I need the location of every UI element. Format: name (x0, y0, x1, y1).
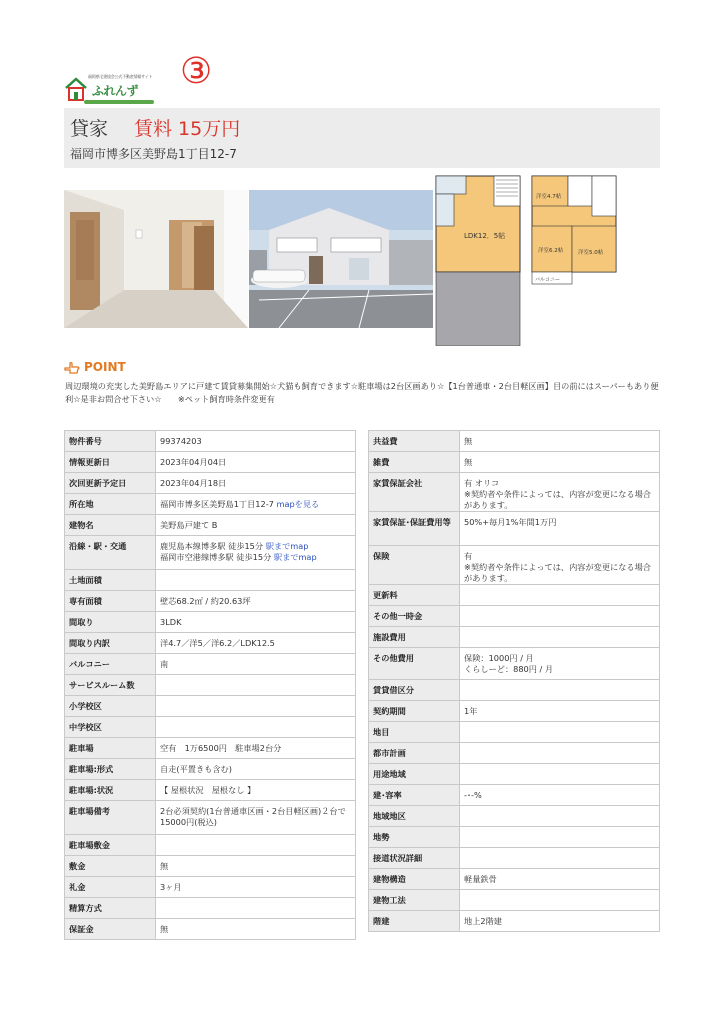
value-text: 美野島戸建て B (160, 520, 218, 530)
table-row (65, 717, 356, 738)
table-row (369, 452, 660, 473)
row-label: 敷金 (65, 856, 156, 877)
row-value (156, 759, 356, 780)
row-value (156, 612, 356, 633)
row-label: 駐車場 (65, 738, 156, 759)
table-row (65, 633, 356, 654)
row-value (156, 675, 356, 696)
row-value (460, 890, 660, 911)
row-label: 礼金 (65, 877, 156, 898)
row-value (156, 633, 356, 654)
value-text: 50%+毎月1%年間1万円 (464, 517, 557, 527)
row-value (460, 848, 660, 869)
point-description: 周辺環境の充実した美野島エリアに戸建て賃貸募集開始☆犬猫も飼育できます☆駐車場は2台区画あり☆【1台普通車・2台目軽区画】目の前にはスーパーもあり便利☆是非お問合せ下さい☆ ※ペット飼育時条件変更有 (65, 381, 659, 404)
value-text: 2台必須契約(1台普通車区画・2台目軽区画)２台で15000円(税込) (160, 806, 346, 827)
value-text-secondary: ※契約者や条件によっては、内容が変更になる場合があります。 (464, 562, 651, 583)
row-label: 建物構造 (369, 869, 460, 890)
value-text: 無 (160, 861, 169, 871)
row-value (156, 431, 356, 452)
row-label: 都市計画 (369, 743, 460, 764)
row-label: 家賃保証･保証費用等 (369, 512, 460, 546)
row-value (156, 570, 356, 591)
logo-name: ふれんず (92, 84, 139, 98)
row-value (156, 856, 356, 877)
row-label: 地目 (369, 722, 460, 743)
table-row (369, 648, 660, 680)
value-text: 壁芯68.2㎡ / 約20.63坪 (160, 596, 251, 606)
row-label: 建物工法 (369, 890, 460, 911)
row-value (460, 911, 660, 932)
table-row (369, 722, 660, 743)
value-text: -･-% (464, 790, 482, 800)
property-details-table-left (64, 430, 356, 940)
value-text: 地上2階建 (464, 916, 502, 926)
table-row (65, 877, 356, 898)
table-row (369, 585, 660, 606)
row-value (460, 785, 660, 806)
floorplan-balcony-label: バルコニー (535, 277, 561, 283)
row-label: 地域地区 (369, 806, 460, 827)
row-label: その他一時金 (369, 606, 460, 627)
row-value (156, 696, 356, 717)
value-text: 99374203 (160, 436, 202, 446)
value-text-secondary: くらしーど：880円 / 月 (464, 664, 554, 674)
value-text: 保険：1000円 / 月 (464, 653, 534, 663)
row-value (460, 648, 660, 680)
row-value (156, 835, 356, 856)
value-text: 洋4.7／洋5／洋6.2／LDK12.5 (160, 638, 275, 648)
row-label: 間取り (65, 612, 156, 633)
row-value (156, 515, 356, 536)
logo-swoosh (84, 100, 154, 104)
table-row (369, 743, 660, 764)
row-value (460, 627, 660, 648)
table-row (369, 764, 660, 785)
table-row (369, 606, 660, 627)
table-row (65, 738, 356, 759)
floorplan-room2-label: 洋室6.2帖 (538, 248, 564, 254)
floorplan-ldk-label: LDK12．5帖 (464, 232, 506, 240)
row-label: 次回更新予定日 (65, 473, 156, 494)
row-label: 賃貸借区分 (369, 680, 460, 701)
row-value (156, 473, 356, 494)
value-text: 無 (464, 436, 473, 446)
table-row (65, 675, 356, 696)
row-value (156, 654, 356, 675)
row-label: 施設費用 (369, 627, 460, 648)
row-value (460, 827, 660, 848)
row-value (156, 717, 356, 738)
value-text-secondary: ※契約者や条件によっては、内容が変更になる場合があります。 (464, 489, 651, 510)
value-text: 【 屋根状況 屋根なし 】 (160, 785, 256, 795)
value-text: 福岡市博多区美野島1丁目12-7 (160, 499, 274, 509)
row-label: 小学校区 (65, 696, 156, 717)
table-row (65, 835, 356, 856)
row-label: 地勢 (369, 827, 460, 848)
table-row (369, 680, 660, 701)
row-label: 専有面積 (65, 591, 156, 612)
table-row (65, 759, 356, 780)
row-label: 情報更新日 (65, 452, 156, 473)
exterior-photo[interactable] (249, 190, 433, 328)
row-label: 土地面積 (65, 570, 156, 591)
table-row (65, 696, 356, 717)
table-row (65, 452, 356, 473)
rent-price: 賃料 15万円 (134, 118, 241, 140)
row-value (156, 801, 356, 835)
row-label: 駐車場備考 (65, 801, 156, 835)
table-row (369, 473, 660, 512)
row-label: その他費用 (369, 648, 460, 680)
row-label: 物件番号 (65, 431, 156, 452)
row-value (460, 806, 660, 827)
table-row (369, 890, 660, 911)
table-row (369, 869, 660, 890)
table-row (369, 701, 660, 722)
table-row (65, 898, 356, 919)
row-value (460, 722, 660, 743)
row-label: 駐車場敷金 (65, 835, 156, 856)
table-row (369, 827, 660, 848)
table-row (65, 431, 356, 452)
row-label: 雑費 (369, 452, 460, 473)
value-text: 南 (160, 659, 169, 669)
row-value (156, 898, 356, 919)
row-label: 保証金 (65, 919, 156, 940)
row-value (156, 536, 356, 570)
table-row (65, 612, 356, 633)
map-link[interactable]: mapを見る (276, 499, 320, 509)
row-value (156, 452, 356, 473)
row-label: 精算方式 (65, 898, 156, 919)
row-label: 駐車場:形式 (65, 759, 156, 780)
row-value (460, 431, 660, 452)
value-text: 2023年04月04日 (160, 457, 227, 467)
floorplan-room3-label: 洋室5.0帖 (578, 250, 604, 256)
value-text: 有 (464, 551, 473, 561)
row-value (156, 780, 356, 801)
value-text: 軽量鉄骨 (464, 874, 497, 884)
row-label: 建物名 (65, 515, 156, 536)
row-label: 共益費 (369, 431, 460, 452)
table-row (65, 801, 356, 835)
property-details-table-right (368, 430, 660, 932)
row-value (156, 877, 356, 898)
station-map-link[interactable]: 駅までmap (273, 552, 317, 562)
table-row (369, 911, 660, 932)
row-label: 接道状況詳細 (369, 848, 460, 869)
point-heading: POINT (84, 360, 126, 374)
row-value (460, 701, 660, 722)
table-row (369, 512, 660, 546)
table-row (65, 570, 356, 591)
row-value (460, 452, 660, 473)
floor-plan[interactable] (434, 174, 624, 346)
value-text: 1年 (464, 706, 478, 716)
value-text: 有 オリコ (464, 478, 500, 488)
value-text: 鹿児島本線博多駅 徒歩15分 (160, 541, 264, 551)
row-value (156, 591, 356, 612)
row-label: サービスルーム数 (65, 675, 156, 696)
row-value (156, 494, 356, 515)
row-label: 中学校区 (65, 717, 156, 738)
logo-subtitle: 福岡県宅建協会公式不動産情報サイト (88, 74, 153, 79)
table-row (65, 494, 356, 515)
table-row (369, 848, 660, 869)
table-row (369, 806, 660, 827)
row-label: 所在地 (65, 494, 156, 515)
value-text: 自走(平置きも含む) (160, 764, 232, 774)
table-row (65, 591, 356, 612)
table-row (65, 654, 356, 675)
row-label: 沿線・駅・交通 (65, 536, 156, 570)
row-label: 間取り内訳 (65, 633, 156, 654)
house-logo-icon (64, 76, 88, 102)
listing-number: ③ (180, 51, 213, 92)
table-row (369, 627, 660, 648)
row-value (460, 473, 660, 512)
value-text: 無 (160, 924, 169, 934)
row-label: 階建 (369, 911, 460, 932)
value-text: 3LDK (160, 617, 182, 627)
value-text: 2023年04月18日 (160, 478, 227, 488)
table-row (65, 919, 356, 940)
table-row (369, 785, 660, 806)
row-value (460, 512, 660, 546)
property-type: 貸家 (70, 118, 109, 140)
table-row (65, 473, 356, 494)
table-row (65, 536, 356, 570)
table-row (369, 431, 660, 452)
pointing-hand-icon (64, 360, 80, 374)
row-label: 契約期間 (369, 701, 460, 722)
table-row (369, 546, 660, 585)
row-value (460, 743, 660, 764)
property-address: 福岡市博多区美野島1丁目12-7 (70, 147, 237, 161)
row-value (460, 869, 660, 890)
row-value (460, 585, 660, 606)
table-row (65, 515, 356, 536)
row-label: 用途地域 (369, 764, 460, 785)
row-label: 家賃保証会社 (369, 473, 460, 512)
row-value (156, 738, 356, 759)
row-value (460, 680, 660, 701)
row-label: 更新料 (369, 585, 460, 606)
value-text: 3ヶ月 (160, 882, 182, 892)
row-value (460, 764, 660, 785)
row-label: 駐車場:状況 (65, 780, 156, 801)
row-label: 保険 (369, 546, 460, 585)
site-logo[interactable] (64, 72, 156, 106)
table-row (65, 780, 356, 801)
value-text-secondary: 福岡市空港線博多駅 徒歩15分 (160, 552, 272, 562)
value-text: 無 (464, 457, 473, 467)
row-value (156, 919, 356, 940)
row-label: 建･容率 (369, 785, 460, 806)
row-value (460, 606, 660, 627)
value-text: 空有 1万6500円 駐車場2台分 (160, 743, 282, 753)
map-link[interactable]: 駅までmap (265, 541, 309, 551)
row-label: バルコニー (65, 654, 156, 675)
table-row (65, 856, 356, 877)
row-value (460, 546, 660, 585)
floorplan-room1-label: 洋室4.7帖 (536, 194, 562, 200)
interior-photo[interactable] (64, 190, 248, 328)
